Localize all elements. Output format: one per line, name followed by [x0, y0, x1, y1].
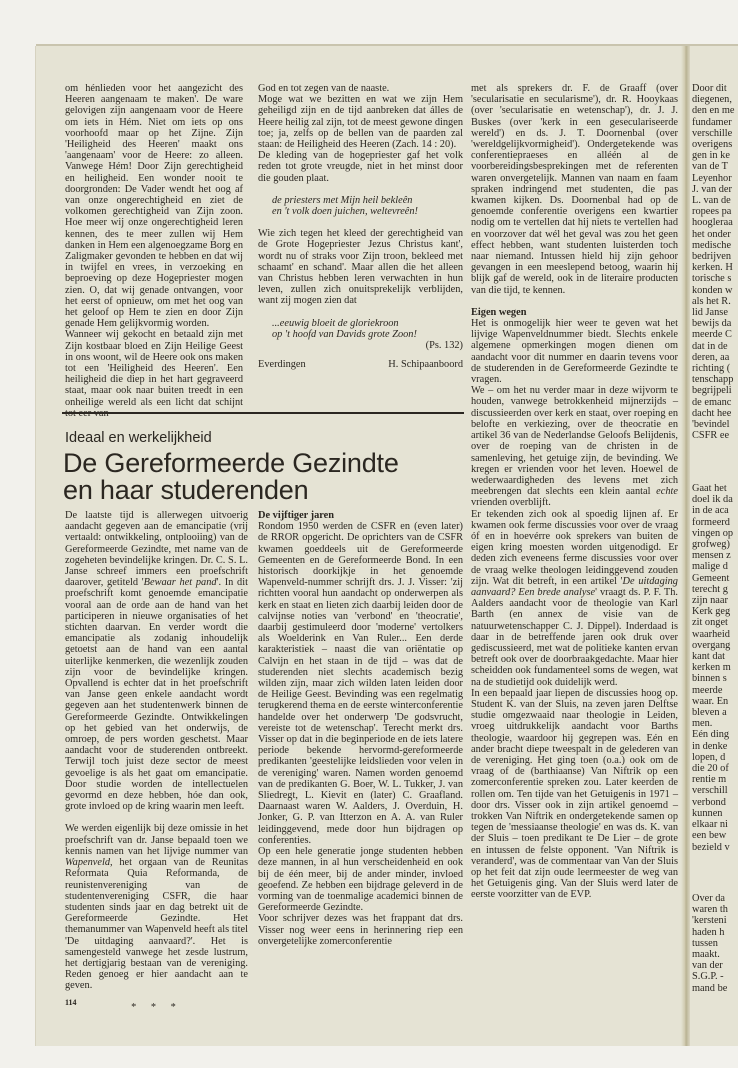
text-line: fundamer — [692, 116, 732, 128]
text-line: L. van de — [692, 195, 731, 207]
text-line: waren th — [692, 904, 728, 916]
paragraph — [65, 510, 248, 812]
text-line: meerde C — [692, 329, 732, 341]
text-run: Voor schrijver dezes was het frappant dat drs. Visser nog weer eens in herinnering riep een onvergetelijke zomerconferentie — [258, 913, 463, 947]
text-line: bedrijven — [692, 251, 732, 263]
text-line: diegenen, — [692, 94, 732, 106]
article-column-3-text-a — [471, 83, 678, 296]
text-line: Eén ding — [692, 729, 730, 741]
text-run: God en tot zegen van de naaste. — [258, 83, 390, 94]
text-line: ropees pa — [692, 206, 732, 218]
text-line: medische — [692, 239, 732, 251]
page-fold-shadow — [681, 46, 690, 1046]
text-line: lopen, d — [692, 751, 726, 763]
article-column-3-text-b — [471, 318, 678, 901]
text-line: S.G.P. - — [692, 971, 724, 983]
text-run: Op een hele generatie jonge studenten hebben deze mannen, in al hun verscheidenheid en ook bij de één meer, bij de ander minder, invloed geoefend. Ze hebben een bijdrage geleverd in de vorming van de toenmalige academici binnen de Gereformeerde Gezindte. — [258, 846, 463, 914]
text-line: kant dat — [692, 651, 726, 663]
text-line: verschille — [692, 127, 733, 139]
paragraph — [258, 83, 463, 94]
text-line: malige d — [692, 561, 728, 573]
paragraph — [471, 83, 678, 296]
text-line: den en me — [692, 105, 735, 117]
text-line: torische s — [692, 273, 732, 285]
text-line: richting ( — [692, 363, 731, 375]
paragraph — [471, 385, 678, 508]
text-run: '. In dit proefschrift komt genoemde emancipatie vooral aan de orde aan de hand van het participeren in nieuwe organisaties of het stichten daarvan. En verder wordt die emancipatie als zodanig inhoudelijk getoetst aan de hand van een aantal uiterlijke kenmerken, die wezenlijk zouden zijn voor de bevindelijke kringen. Opvallend is echter dat in het proefschrift van Janse geen enkele aandacht wordt gegeven aan het studentenwerk binnen de Gereformeerde Gezindte. Ontwikkelingen op het gebied van het onderwijs, de omroep, de pers worden geschetst. Maar aandacht voor de studerenden ontbreekt. Terwijl toch juist deze sector de meest gevoelige is als het gaat om emancipatie. Door studie worden de intellectuelen gevormd en deze hebben, hóe dan ook, grote invloed op de kring waarin men leeft. — [65, 577, 248, 813]
section-divider — [62, 412, 464, 414]
article-kicker: Ideaal en werkelijkheid — [65, 430, 212, 446]
italic-text-run: Bewaar het pand — [143, 577, 217, 589]
text-line: waarheid — [692, 628, 730, 640]
text-line: als het R. — [692, 295, 731, 307]
text-line: men. — [692, 718, 713, 730]
text-line: J. van der — [692, 183, 732, 195]
top-column-2-text-a — [258, 83, 463, 184]
text-line: CSFR ee — [692, 430, 730, 442]
text-run: We – om het nu verder maar in deze wijvorm te houden, vanwege betrokkenheid mijnerzijds – discussieerden over kerk en staat, over roeping en belofte en verkiezing, over de theocratie en artikel 36 van de Nederlandse Geloofs Belijdenis, over de roeping van de christen in de samenleving, het getuige zijn, de bevinding. We kregen er vrienden voor het leven. Hoewel de wederwaardigheden des levens met zich meebrengen dat slechts een klein aantal — [471, 385, 678, 498]
text-run: het orgaan van de Reunitas Reformata Quia Reformanda, de reunistenvereniging van de studentenvereniging CSFR, die haar studenten sinds jaar en dag betrekt uit de Gereformeerde Gezindte. Het themanummer van Wapenveld heeft als titel 'De uitdaging aanvaard?'. Het is samengesteld vanwege het zesde lustrum, het dertigjarig bestaan van de vereniging. Reden genoeg er hier aandacht aan te geven. — [65, 857, 248, 992]
text-line: vingen op — [692, 527, 734, 539]
text-line: Leyenhor — [692, 172, 732, 184]
signature-author: H. Schipaanboord — [388, 359, 463, 371]
text-run: De laatste tijd is allerwegen uitvoerig aandacht gegeven aan de emancipatie (vrij vertaald: ontwikkeling, ontplooiing) van de Gereformeerde Gezindte, met name van de zogeheten bevindelijke kringen. Dr. C. S. L. Janse schreef immers een proefschrift daarover, getiteld ' — [65, 510, 248, 589]
text-line: 'kersteni — [692, 915, 727, 927]
text-line: terecht g — [692, 583, 728, 595]
text-line: in denke — [692, 740, 728, 752]
text-line: doel ik da — [692, 494, 733, 506]
top-column-2-text-b — [258, 228, 463, 306]
text-line: kunnen — [692, 807, 723, 819]
paragraph — [258, 94, 463, 150]
text-run: ' vraagt ds. P. F. Th. Aalders aandacht voor de theologie van Karl Barth (en annex de visie van de natuurwetenschapper C. J. Dippel). Inderdaad is daar in de betreffende jaren ook druk over gediscussieerd, met wat de politieke kanten ervan betreft ook over de doorbraakgedachte. Maar hier scheidden ook fundamenteel soms de wegen, wat na de studietijd ook duidelijk werd. — [471, 586, 678, 688]
headline-line-1: De Gereformeerde Gezindte — [63, 448, 399, 478]
top-column-2 — [258, 83, 463, 370]
paragraph — [471, 318, 678, 385]
text-line: deren, aa — [692, 351, 730, 363]
text-line: mensen z — [692, 550, 731, 562]
section-separator: * * * — [131, 1001, 182, 1013]
text-line: dacht hee — [692, 407, 732, 419]
text-line: en 't volk doen juichen, weltevreên! — [272, 206, 419, 218]
text-line: bewijs da — [692, 318, 732, 330]
wapenveld-paragraph — [65, 823, 248, 991]
text-line: in de aca — [692, 505, 729, 517]
text-run: In een bepaald jaar liepen de discussies hoog op. Student K. van der Sluis, na zeven jaren Delftse studie omgezwaaid naar theologie in Leiden, vroeg uitdrukkelijk aandacht voor Barths theologie, waardoor hij gegrepen was. Eén en ander bracht diepe tweespalt in de gelederen van de vereniging. Het ging toen (o.a.) ook om de vraag of de (barthiaanse) Van Niftrik op een zomerconferentie spreken zou. Later keerden de rollen om. Ten tijde van het Getuigenis in 1971 – door drs. Visser ook in zijn artikel genoemd – trokken Van Niftrik en ondergetekende samen op tegen de 'messiaanse theologie' en was ds. K. van der Sluis – toen predikant te De Lier – de grote en intussen de felste opponent. 'Van Niftrik is veranderd', was de commentaar van Van der Sluis op het feit dat zijn oude leermeester de weg van het Getuigenis ging. Van der Sluis werd later de eerste voorzitter van de EVP. — [471, 687, 678, 901]
text-line: van der — [692, 960, 723, 972]
headline-line-2: en haar studerenden — [63, 475, 309, 505]
psalm-quote-1 — [258, 195, 463, 217]
text-line: konden w — [692, 284, 733, 296]
text-run: Rondom 1950 werden de CSFR en (even later) de RROR opgericht. De oprichters van de CSFR kwamen goeddeels uit de Gereformeerde Gemeenten en de Gereformeerde Bond. In een historisch doorkijkje in het genoemde Wapenveld-nummer schrijft drs. J. J. Visser: 'zij richtten vooral hun aandacht op onderwerpen als kerk en staat en lieten zich daarbij leiden door de calvijnse noties van 'verbond' en 'theocratie', daarbij gestimuleerd door 'moderne' vertolkers als Woelderink en Van Ruler... Een derde karakteristiek – naast die van oriëntatie op Calvijn en het staan in de tijd – was dat de studerenden niet slechts academisch bezig wilden zijn, maar zich wilden laten leiden door de Heilige Geest. Bevinding was een regelmatig terugkerend thema en de eerste winterconferentie handelde over het onderwerp 'De godsvrucht, vereiste tot de wetenschap'. Terecht merkt drs. Visser op dat in die beginperiode en de iets latere periode bekende hervormd-gereformeerde predikanten 'geestelijke leidslieden voor velen in de vereniging' waren. Namen worden genoemd van de predikanten G. Boer, W. L. Tukker, J. van Sliedregt, L. Kievit en (later) C. Graafland. Daarnaast waren W. Aalders, J. Overduin, H. Jonker, G. P. van Itterzon en A. A. van Ruler leidinggevend, mede door hun bijdragen op conferenties. — [258, 521, 463, 846]
text-run: vrienden overblijft. — [471, 497, 551, 509]
next-page-fragment-3 — [692, 893, 738, 994]
text-line: die 20 of — [692, 763, 729, 775]
text-line: van de T — [692, 161, 729, 173]
text-line: ...eeuwig bloeit de gloriekroon — [272, 317, 399, 329]
text-line: gen in ke — [692, 150, 730, 162]
text-line: elkaar ni — [692, 819, 728, 831]
text-line: verbond — [692, 796, 726, 808]
next-page-fragment-1 — [692, 83, 738, 442]
text-line: Kerk geg — [692, 606, 731, 618]
text-line: hoogleraa — [692, 217, 733, 229]
text-line: 'bevindel — [692, 419, 730, 431]
text-line: Gaat het — [692, 483, 727, 494]
paragraph — [471, 509, 678, 688]
text-run: Het is onmogelijk hier weer te geven wat het lijvige Wapenveldnummer biedt. Slechts enkele algemene opmerkingen mogen dienen om aandacht voor dit nummer en daarin tevens voor de studerenden in de Gereformeerde Gezindte te vragen. — [471, 318, 678, 386]
text-line: bleven a — [692, 707, 727, 719]
text-line: meerde — [692, 684, 723, 696]
text-line: binnen s — [692, 673, 727, 685]
paragraph — [258, 846, 463, 913]
article-column-1 — [65, 510, 248, 1013]
text-line: verschill — [692, 785, 728, 797]
text-line: haden h — [692, 926, 725, 938]
text-line: formeerd — [692, 516, 730, 528]
paragraph — [258, 521, 463, 846]
text-line: tussen — [692, 937, 718, 949]
text-line: kerken m — [692, 662, 731, 674]
text-line: begrijpeli — [692, 385, 732, 397]
text-line: Over da — [692, 893, 726, 904]
italic-text-run: Wapenveld, — [65, 857, 113, 869]
paragraph — [471, 688, 678, 901]
text-line: een bew — [692, 830, 727, 842]
text-line: grofweg) — [692, 539, 730, 551]
subheading-eigen-wegen: Eigen wegen — [471, 306, 527, 318]
signature-place: Everdingen — [258, 359, 306, 371]
text-line: overigens — [692, 139, 733, 151]
text-line: rentie m — [692, 774, 727, 786]
text-line: zit onget — [692, 617, 728, 629]
signature — [258, 359, 463, 370]
subheading-vijftiger-jaren: De vijftiger jaren — [258, 510, 335, 521]
text-run: Moge wat we bezitten en wat we zijn Hem geheiligd zijn en de tijd aanbreken dat álles de Heere heilig zal zijn, tot de meest gewone dingen toe; ja, zelfs op de bellen van de paarden zal staan: de Heiligheid des Heeren (Zach. 14 : 20). — [258, 94, 463, 151]
paragraph — [258, 228, 463, 306]
paragraph — [65, 329, 243, 419]
article-headline — [63, 450, 399, 504]
text-line: tenschapp — [692, 374, 734, 386]
psalm-quote-2 — [258, 318, 463, 340]
text-line: maakt. — [692, 949, 720, 961]
text-line: bezield v — [692, 841, 730, 853]
text-line: waar. En — [692, 695, 729, 707]
text-run: om hénlieden voor het aangezicht des Heeren aangenaam te maken'. De ware gelovigen zijn aangenaam voor de Heere om iets in Hém. Niet om iets op ons voorhoofd maar op het Zijne. Zijn 'Heiligheid des Heeren' maakt ons 'aangenaam' voor de Heere: zo alleen. Vanwege Hém! Door Zijn gerechtigheid en heiligheid. Een wonder nooit te doorgronden: De Vader wendt het oog af van onze ongerechtigheid en ziet de volkomen gerechtigheid van Zijn zoon. Hoe meer wij onze ongerechtigheid leren kennen, des te meer zullen wij Hem danken in Hem een algenoegzame Borg en Zaligmaker gevonden te hebben en dat wij in twijfel en vrees, in verzoeking en beproeving op deze Hogepriester mogen zien. O, dat wij genade ontvangen, voor het eerst of opnieuw, om met het oog van het geloof op Hem te zien en door Zijn genade Hem gelijkvormig worden. — [65, 83, 243, 330]
top-column-1 — [65, 83, 243, 419]
text-run: We werden eigenlijk bij deze omissie in het proefschrift van dr. Janse bepaald toen we kennis namen van het lijvige nummer van — [65, 823, 248, 857]
italic-text-run: echte — [656, 486, 678, 498]
text-run: Wie zich tegen het kleed der gerechtigheid van de Grote Hogepriester Jezus Christus kant', wordt nu of straks voor Zijn troon, bekleed met schaamt' en schand'. Maar allen die het alleen van Christus hebben leren verwachten in hun leven, zullen zich onuitsprekelijk verblijden, want zij mogen zien dat — [258, 228, 463, 307]
text-line: lid Janse — [692, 307, 728, 319]
text-line: het onder — [692, 228, 731, 240]
paragraph — [65, 83, 243, 329]
paragraph — [258, 150, 463, 184]
text-run: met als sprekers dr. F. de Graaff (over 'secularisatie en secularisme'), dr. R. Hooykaas (over 'secularisatie en wetenschap'), dr. J. J. Buskes (over 'kerk in een geseculariseerde wereld') en ds. J. T. Doornenbal (over 'wereldgelijkvormigheid'). Ondergetekende was conferentiepraeses en alléén al de voorbereidingsbesprekingen met de referenten waren onvergetelijk. Mannen van naam en faam spraken indringend met studenten, die pas kwamen kijken. Ds. Doornenbal had op de genoemde conferentie overigens een kwartier nodig om te vertellen dat hij niets te vertellen had en voorzover dat wél het geval was zou het geen effect hebben, want studenten luisterden toch naar niemand. Intussen hield hij zijn gehoor gevangen in een meeslepend betoog, waarin hij blijk gaf de wereld, ook in de literaire producten van die tijd, te kennen. — [471, 83, 678, 296]
psalm-reference: (Ps. 132) — [425, 340, 463, 352]
text-run: Er tekenden zich ook al spoedig lijnen af. Er kwamen ook ferme discussies voor over de vraag óf en in hoevérre ook sprekers van buiten de eigen kring moesten worden uitgenodigd. Er deden zich eveneens ferme discussies voor over de vraag welke theologen leidinggevend zouden zijn. Wat dit betreft, in een artikel ' — [471, 508, 678, 587]
text-run: De kleding van de hogepriester gaf het volk reden tot grote vreugde, niet in het minst door die gouden plaat. — [258, 150, 463, 184]
text-line: Gemeent — [692, 572, 730, 584]
text-line: de emanc — [692, 396, 732, 408]
text-line: kerken. H — [692, 262, 733, 274]
top-column-1-text — [65, 83, 243, 419]
page-number: 114 — [65, 998, 77, 1007]
text-line: Door dit — [692, 83, 727, 94]
text-line: de priesters met Mijn heil bekleên — [272, 194, 413, 206]
paragraph — [65, 823, 248, 991]
article-column-2 — [258, 510, 463, 947]
text-line: op 't hoofd van Davids grote Zoon! — [272, 328, 417, 340]
article-column-2-text — [258, 521, 463, 947]
intro-paragraph — [65, 510, 248, 812]
paragraph — [258, 913, 463, 947]
italic-text-run: De uitdaging aanvaard? Een brede analyse — [471, 575, 678, 598]
text-line: overgang — [692, 639, 731, 651]
article-column-3 — [471, 83, 678, 901]
next-page-fragment-2 — [692, 483, 738, 853]
text-line: mand be — [692, 982, 728, 994]
text-run: Wanneer wij gekocht en betaald zijn met Zijn kostbaar bloed en Zijn Heilige Geest in ons woont, wil de Heere ook ons maken tot een 'Heiligheid des Heeren'. Een heiligheid die diep in het hart gegraveerd staat, maar ook naar buiten treedt in een onheilige wereld als een licht dat schijnt — [65, 329, 243, 408]
text-line: zijn naar — [692, 595, 728, 607]
text-line: dat in de — [692, 340, 728, 352]
